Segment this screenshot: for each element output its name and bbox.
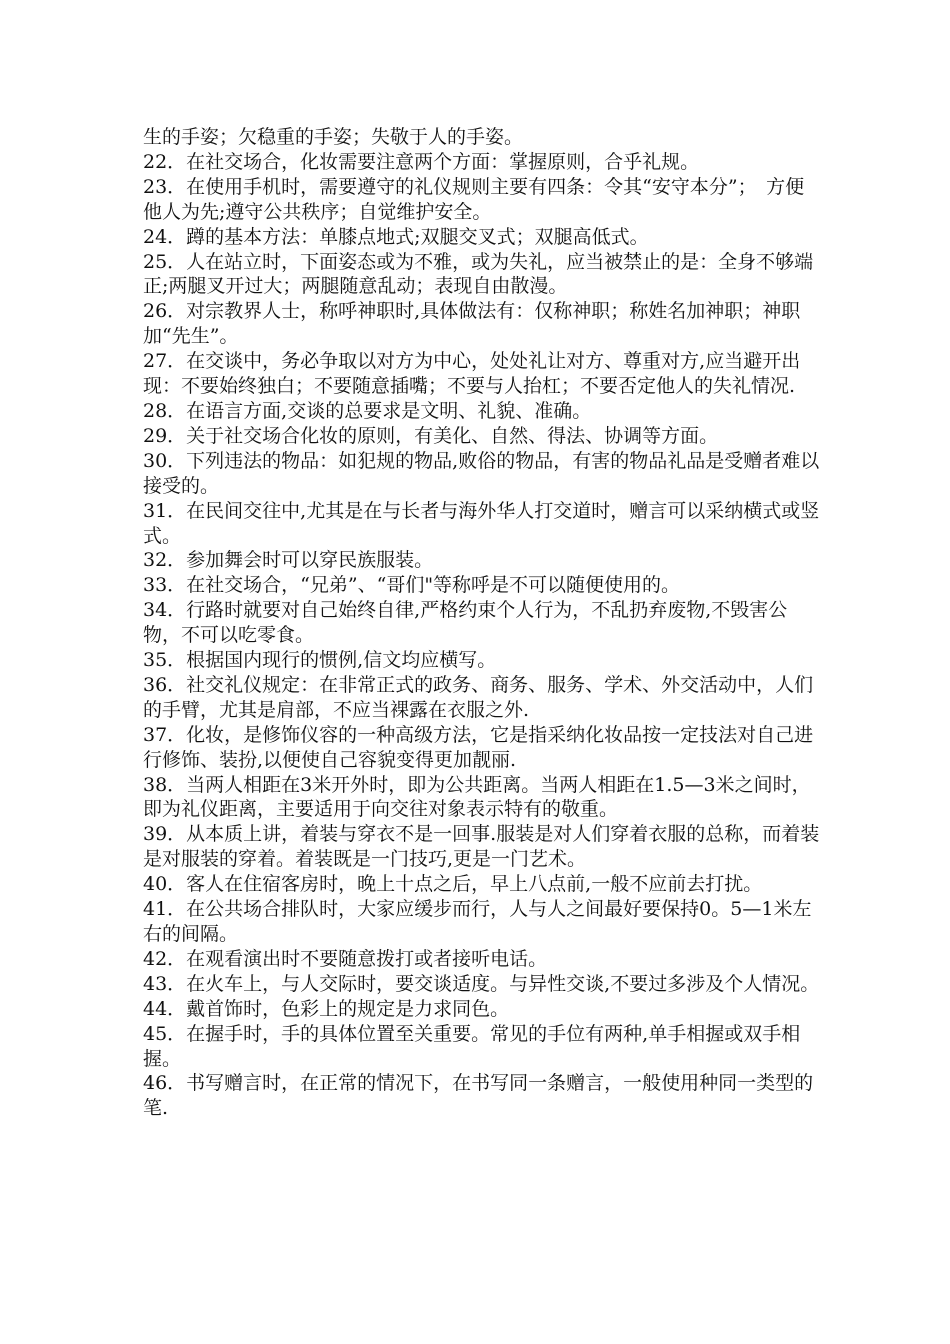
paragraph: 25．人在站立时，下面姿态或为不雅，或为失礼，应当被禁止的是：全身不够端正;两腿叉开过大；两腿随意乱动；表现自由散漫。: [143, 250, 814, 298]
paragraph: 37．化妆，是修饰仪容的一种高级方法，它是指采纳化妆品按一定技法对自己进行修饰、装扮,以便使自己容貌变得更加靓丽.: [143, 723, 814, 771]
document-body: [143, 125, 823, 1121]
paragraph: 生的手姿；欠稳重的手姿；失敬于人的手姿。: [143, 126, 524, 148]
paragraph: 45．在握手时，手的具体位置至关重要。常见的手位有两种,单手相握或双手相握。: [143, 1022, 801, 1070]
paragraph: 32．参加舞会时可以穿民族服装。: [143, 549, 434, 572]
paragraph: 41．在公共场合排队时，大家应缓步而行，人与人之间最好要保持0。5—1米左右的间隔。: [143, 898, 812, 945]
paragraph: 28．在语言方面,交谈的总要求是文明、礼貌、准确。: [143, 399, 592, 422]
paragraph: 35．根据国内现行的惯例,信文均应横写。: [143, 649, 497, 672]
paragraph: 23．在使用手机时，需要遵守的礼仪规则主要有四条：令其“安守本分”； 方便他人为先;遵守公共秩序；自觉维护安全。: [143, 175, 805, 223]
paragraph: 27．在交谈中，务必争取以对方为中心，处处礼让对方、尊重对方,应当避开出现：不要始终独白；不要随意插嘴；不要与人抬杠；不要否定他人的失礼情况.: [143, 350, 801, 398]
paragraph: 34．行路时就要对自己始终自律,严格约束个人行为，不乱扔弃废物,不毁害公物，不可以吃零食。: [143, 599, 788, 647]
paragraph: 33．在社交场合，“兄弟”、“哥们"等称呼是不可以随便使用的。: [143, 574, 681, 597]
paragraph: 42．在观看演出时不要随意拨打或者接听电话。: [143, 947, 548, 970]
paragraph: 43．在火车上，与人交际时，要交谈适度。与异性交谈,不要过多涉及个人情况。: [143, 972, 820, 995]
paragraph: 40．客人在住宿客房时，晚上十点之后，早上八点前,一般不应前去打扰。: [143, 873, 763, 896]
paragraph: 39．从本质上讲，着装与穿衣不是一回事.服装是对人们穿着衣服的总称，而着装是对服装的穿着。着装既是一门技巧,更是一门艺术。: [143, 823, 820, 871]
paragraph: 44．戴首饰时，色彩上的规定是力求同色。: [143, 997, 510, 1020]
paragraph: 29．关于社交场合化妆的原则，有美化、自然、得法、协调等方面。: [143, 424, 719, 447]
paragraph: 26．对宗教界人士，称呼神职时,具体做法有：仅称神职；称姓名加神职；神职加“先生”。: [143, 300, 801, 348]
paragraph: 31．在民间交往中,尤其是在与长者与海外华人打交道时，赠言可以采纳横式或竖式。: [143, 499, 820, 547]
paragraph: 30．下列违法的物品：如犯规的物品,败俗的物品，有害的物品礼品是受赠者难以接受的。: [143, 449, 820, 497]
paragraph: 24．蹲的基本方法：单膝点地式;双腿交叉式；双腿高低式。: [143, 225, 649, 248]
paragraph: 38．当两人相距在3米开外时，即为公共距离。当两人相距在1.5—3米之间时，即为礼仪距离，主要适用于向交往对象表示特有的敬重。: [143, 773, 811, 821]
paragraph: 36．社交礼仪规定：在非常正式的政务、商务、服务、学术、外交活动中，人们的手臂，尤其是肩部，不应当裸露在衣服之外.: [143, 673, 814, 721]
paragraph: 46．书写赠言时，在正常的情况下，在书写同一条赠言，一般使用种同一类型的笔.: [143, 1072, 814, 1120]
paragraph: 22．在社交场合，化妆需要注意两个方面：掌握原则，合乎礼规。: [143, 150, 700, 173]
